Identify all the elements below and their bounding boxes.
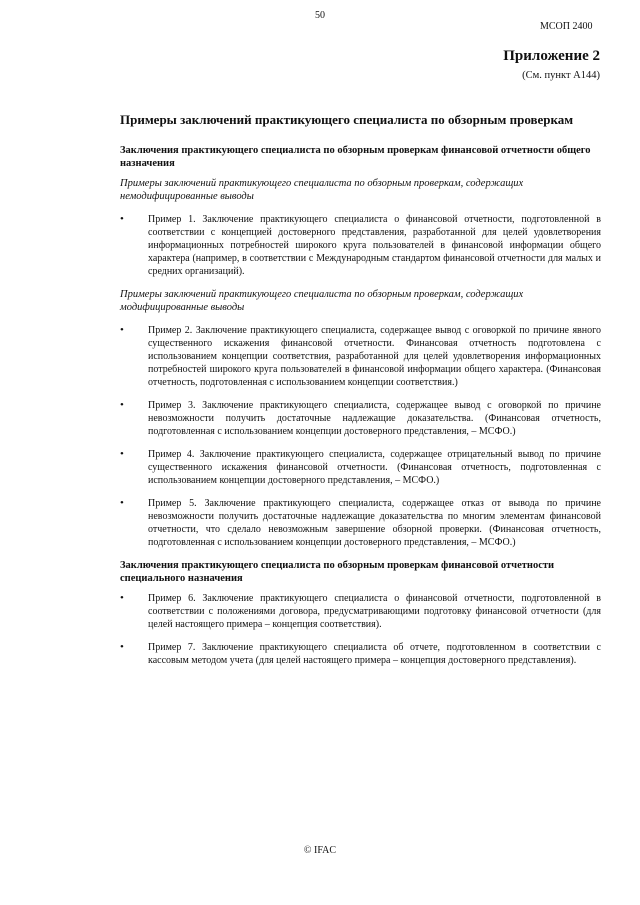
list-item	[120, 641, 601, 667]
document-body	[120, 112, 601, 677]
bullet-icon: •	[120, 641, 124, 653]
appendix-title: Приложение 2	[503, 48, 600, 64]
list-item	[120, 592, 601, 631]
list-item	[120, 448, 601, 487]
bullet-icon: •	[120, 324, 124, 336]
bullet-icon: •	[120, 592, 124, 604]
subheading-modified: Примеры заключений практикующего специалиста по обзорным проверкам, содержащих модифицированные выводы	[120, 289, 524, 313]
list-item	[120, 399, 601, 438]
section-heading-general-purpose: Заключения практикующего специалиста по обзорным проверкам финансовой отчетности общего назначения	[120, 145, 591, 169]
subheading-unmodified: Примеры заключений практикующего специалиста по обзорным проверкам, содержащих немодифицированные выводы	[120, 178, 524, 202]
bullet-icon: •	[120, 448, 124, 460]
bullet-icon: •	[120, 399, 124, 411]
bullet-icon: •	[120, 497, 124, 509]
list-item	[120, 213, 601, 278]
list-item	[120, 324, 601, 389]
unmodified-examples-list	[120, 213, 601, 278]
example-text: Пример 3. Заключение практикующего специалиста, содержащее вывод с оговоркой по причине невозможности получить достаточные надлежащие доказательства. (Финансовая отчетность, подготовленная с использованием концепции достоверного представления, – МСФО.)	[148, 400, 601, 437]
list-item	[120, 497, 601, 549]
example-text: Пример 5. Заключение практикующего специалиста, содержащее отказ от вывода по причине невозможности получить достаточные надлежащие доказательства по многим элементам финансовой отчетности, что сделало невозможным завершение обзорной проверки. (Финансовая отчетность, подготовленная с использованием концепции достоверного представления, – МСФО.)	[148, 498, 601, 548]
example-text: Пример 6. Заключение практикующего специалиста о финансовой отчетности, подготовленной в соответствии с положениями договора, предусматривающими подготовку финансовой отчетности (для целей настоящего примера – концепция соответствия).	[148, 593, 601, 630]
page-title: Примеры заключений практикующего специалиста по обзорным проверкам	[120, 112, 574, 127]
standard-reference: МСОП 2400	[540, 21, 593, 32]
bullet-icon: •	[120, 213, 124, 225]
modified-examples-list	[120, 324, 601, 549]
copyright-footer: © IFAC	[303, 845, 337, 856]
special-purpose-examples-list	[120, 592, 601, 667]
appendix-reference: (См. пункт А144)	[522, 70, 600, 81]
example-text: Пример 7. Заключение практикующего специалиста об отчете, подготовленном в соответствии с кассовым методом учета (для целей настоящего примера – концепция достоверного представления).	[148, 642, 601, 666]
example-text: Пример 1. Заключение практикующего специалиста о финансовой отчетности, подготовленной в соответствии с концепцией достоверного представления, разработанной для целей удовлетворения информационных потребностей широкого круга пользователей в финансовой информации общего характера (например, в соответствии с Международным стандартом финансовой отчетности для малых и средних организаций).	[148, 214, 601, 277]
example-text: Пример 2. Заключение практикующего специалиста, содержащее вывод с оговоркой по причине явного существенного искажения финансовой отчетности. Финансовая отчетность подготовлена с использованием концепции соответствия, разработанной для целей удовлетворения информационных потребностей широкого круга пользователей в финансовой информации общего характера. (Финансовая отчетность, подготовленная с использованием концепции соответствия.)	[148, 325, 601, 388]
page-number: 50	[315, 10, 325, 21]
example-text: Пример 4. Заключение практикующего специалиста, содержащее отрицательный вывод по причине существенного искажения финансовой отчетности. (Финансовая отчетность, подготовленная с использованием концепции достоверного представления, – МСФО.)	[148, 449, 601, 486]
section-heading-special-purpose: Заключения практикующего специалиста по обзорным проверкам финансовой отчетности специального назначения	[120, 560, 555, 584]
